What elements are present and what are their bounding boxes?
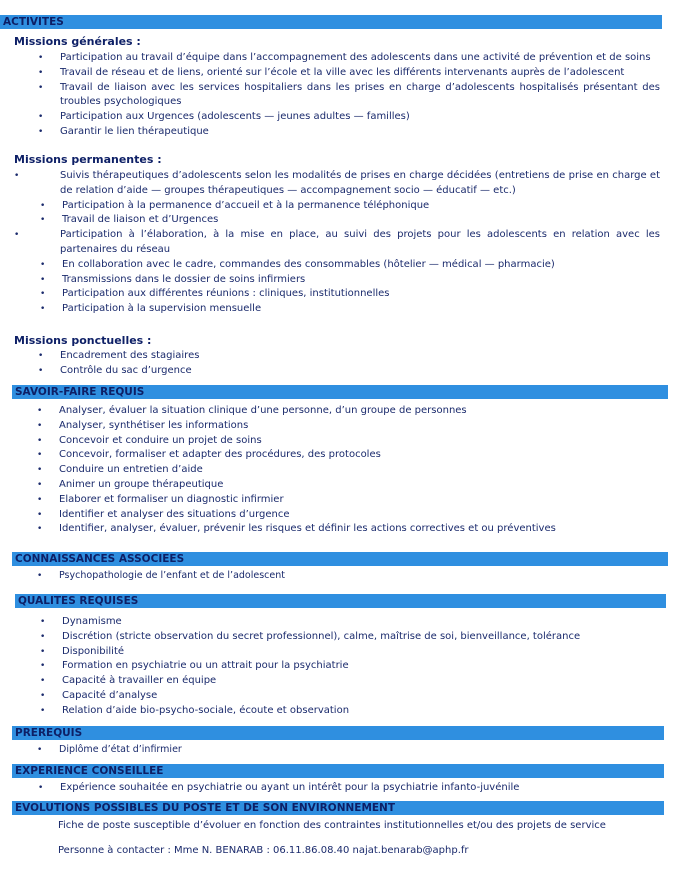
list-item: • Capacité d’analyse (40, 689, 666, 704)
list-item: • Travail de liaison avec les services hospitaliers dans les prises en charge d’adolescents hospitalisés présentant des troubles psychologiques (38, 81, 660, 111)
contact-line: Personne à contacter : Mme N. BENARAB : 06.11.86.08.40 najat.benarab@aphp.fr (58, 845, 469, 856)
connaissances-list (37, 569, 667, 584)
missions-generales-title: Missions générales : (14, 35, 141, 48)
list-item: • Participation à l’élaboration, à la mise en place, au suivi des projets pour les adolescents en relation avec les partenaires du réseau (14, 228, 660, 258)
list-item: • Elaborer et formaliser un diagnostic infirmier (37, 493, 667, 508)
missions-generales-list (38, 51, 660, 140)
experience-list (38, 781, 664, 796)
savoir-faire-list (37, 404, 667, 537)
qualites-list (40, 615, 666, 719)
list-item: • Disponibilité (40, 645, 666, 660)
list-item: • Formation en psychiatrie ou un attrait pour la psychiatrie (40, 659, 666, 674)
list-item: • Concevoir, formaliser et adapter des procédures, des protocoles (37, 448, 667, 463)
missions-permanentes-list (40, 169, 660, 317)
list-item: • Concevoir et conduire un projet de soins (37, 434, 667, 449)
list-item: • Expérience souhaitée en psychiatrie ou ayant un intérêt pour la psychiatrie infanto-juvénile (38, 781, 664, 796)
list-item: • Capacité à travailler en équipe (40, 674, 666, 689)
section-qualites-header: QUALITES REQUISES (15, 594, 666, 608)
list-item: • Participation au travail d’équipe dans l’accompagnement des adolescents dans une activité de prévention et de soins (38, 51, 660, 66)
list-item: • Analyser, synthétiser les informations (37, 419, 667, 434)
list-item: • Transmissions dans le dossier de soins infirmiers (40, 273, 660, 288)
list-item: • Analyser, évaluer la situation clinique d’une personne, d’un groupe de personnes (37, 404, 667, 419)
list-item: • Travail de liaison et d’Urgences (40, 213, 660, 228)
list-item: • Psychopathologie de l’enfant et de l’adolescent (37, 569, 667, 584)
list-item: • Conduire un entretien d’aide (37, 463, 667, 478)
list-item: • Participation à la supervision mensuelle (40, 302, 660, 317)
list-item: • Participation aux Urgences (adolescents — jeunes adultes — familles) (38, 110, 660, 125)
list-item: • Relation d’aide bio-psycho-sociale, écoute et observation (40, 704, 666, 719)
section-evolutions-header: EVOLUTIONS POSSIBLES DU POSTE ET DE SON ENVIRONNEMENT (12, 801, 664, 815)
list-item: • Participation à la permanence d’accueil et à la permanence téléphonique (40, 199, 660, 214)
section-connaissances-header: CONNAISSANCES ASSOCIEES (12, 552, 668, 566)
list-item: • Contrôle du sac d’urgence (38, 364, 660, 379)
list-item: • Identifier, analyser, évaluer, prévenir les risques et définir les actions correctives et ou préventives (37, 522, 667, 537)
list-item: • Encadrement des stagiaires (38, 349, 660, 364)
section-savoir-faire-header: SAVOIR-FAIRE REQUIS (12, 385, 668, 399)
list-item: • Suivis thérapeutiques d’adolescents selon les modalités de prises en charge décidées (entretiens de prise en charge et de relation d’aide — groupes thérapeutiques — accompagnement socio — éducatif — etc.) (14, 169, 660, 199)
list-item: • Travail de réseau et de liens, orienté sur l’école et la ville avec les différents intervenants auprès de l’adolescent (38, 66, 660, 81)
list-item: • Dynamisme (40, 615, 666, 630)
list-item: • Participation aux différentes réunions : cliniques, institutionnelles (40, 287, 660, 302)
list-item: • Garantir le lien thérapeutique (38, 125, 660, 140)
list-item: • Animer un groupe thérapeutique (37, 478, 667, 493)
missions-permanentes-title: Missions permanentes : (14, 153, 162, 166)
list-item: • Diplôme d’état d’infirmier (37, 743, 664, 758)
missions-ponctuelles-title: Missions ponctuelles : (14, 334, 152, 347)
list-item: • Identifier et analyser des situations d’urgence (37, 508, 667, 523)
section-experience-header: EXPERIENCE CONSEILLEE (12, 764, 664, 778)
prerequis-list (37, 743, 664, 758)
section-prerequis-header: PREREQUIS (12, 726, 664, 740)
evolutions-text: Fiche de poste susceptible d’évoluer en fonction des contraintes institutionnelles et/ou des projets de service (58, 820, 606, 831)
section-activites-header: ACTIVITES (0, 15, 662, 29)
list-item: • Discrétion (stricte observation du secret professionnel), calme, maîtrise de soi, bienveillance, tolérance (40, 630, 666, 645)
missions-ponctuelles-list (38, 349, 660, 379)
list-item: • En collaboration avec le cadre, commandes des consommables (hôtelier — médical — pharmacie) (40, 258, 660, 273)
